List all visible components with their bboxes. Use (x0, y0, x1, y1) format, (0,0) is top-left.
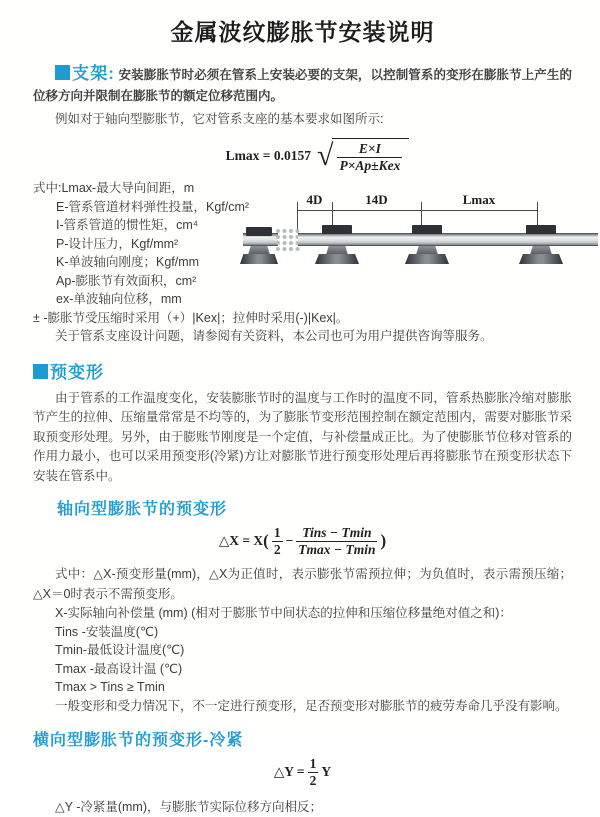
lmax-formula-lhs: Lmax = 0.0157 (225, 147, 311, 163)
half-denominator: 2 (309, 772, 317, 788)
support-stem (530, 246, 552, 255)
definition-item: ex-单波轴向位移，mm (56, 292, 182, 307)
axial-formula-lhs: △X = X (218, 533, 264, 549)
definition-item: K-单波轴向刚度；Kgf/mm (56, 255, 200, 270)
service-note: 关于管系支座设计问题，请参阅有关资料，本公司也可为用户提供咨询等服务。 (55, 329, 493, 344)
support-stem (326, 246, 348, 255)
predeform-paragraph: 由于管系的工作温度变化，安装膨胀节时的温度与工作时的温度不同，管系热膨胀冷缩对膨胀节产生的拉伸、压缩量常常是不均等的，为了膨胀节变形范围控制在额定范围内，需要对膨胀节采取预变形处理。另外，由于膨账节刚度是一个定值，与补偿量成正比。为了使膨胀节位移对管系的作用力最小，也可以采用预变形(冷紧)方让对膨胀节进行预变形处理后再将膨胀节在预变形状态下安装在管系中。 (33, 390, 572, 483)
predeform-section-heading (33, 358, 572, 383)
axial-explain-paragraph: 式中：△X-预变形量(mm)，△X为正值时，表示膨张节需预拉伸；为负值时，表示需预压缩；△X＝0时表示不需预变形。 (33, 567, 572, 601)
radical-sign: √ (317, 139, 334, 173)
parameter-item: 一般变形和受力情况下，不一定进行预变形，足否预变形对膨胀节的疲劳寿命几乎没有影响。 (55, 698, 568, 713)
predeform-heading-text: 预变形 (50, 362, 104, 382)
support-requirements-diagram (243, 193, 598, 287)
definition-item: I-管系管道的惯性矩，cm⁴ (56, 218, 199, 233)
axial-formula (33, 525, 572, 557)
definition-item: Ap-膨胀节有效面积，cm² (56, 273, 197, 288)
temperature-denominator: Tmax − Tmin (298, 541, 376, 557)
support-base (315, 254, 359, 264)
lmax-formula-fraction (337, 141, 402, 173)
support-intro-paragraph (33, 63, 572, 107)
lateral-formula-lhs: △Y = (273, 764, 305, 780)
half-numerator: 1 (309, 756, 317, 772)
definition-item: 式中:Lmax-最大导向间距，m (33, 181, 195, 196)
support-example-line: 例如对于轴向型膨胀节，它对管系支座的基本要求如图所示: (55, 112, 384, 126)
support-base (240, 254, 278, 264)
support-stem (248, 246, 270, 255)
half-numerator: 1 (273, 525, 281, 541)
page-title: 金属波纹膨胀节安装说明 (170, 19, 435, 45)
support-clamp (246, 227, 272, 236)
lateral-subsection-heading: 横向型膨胀节的预变形-冷紧 (33, 732, 244, 750)
lmax-formula-denominator: P×Ap±Kex (339, 157, 401, 173)
support-clamp (322, 225, 352, 234)
lmax-formula (63, 138, 572, 173)
parameter-item: Tmax > Tins ≥ Tmin (55, 680, 165, 695)
support-base (405, 254, 449, 264)
support-intro-text: 安装膨胀节时必须在管系上安装必要的支架，以控制管系的变形在膨胀节上产生的位移方向并限制在膨胀节的额定位移范围内。 (33, 68, 572, 103)
parameter-item: Tins -安装温度(℃) (55, 624, 159, 639)
blue-square-icon (55, 65, 70, 80)
support-stem (416, 246, 438, 255)
support-section-heading: 支架: (72, 64, 115, 83)
lateral-note: △Y -冷紧量(mm)，与膨胀节实际位移方向相反； (55, 800, 323, 815)
lmax-formula-numerator: E×I (358, 141, 381, 156)
half-fraction (272, 525, 283, 557)
open-paren: ( (263, 531, 269, 551)
dim-label-lmax: Lmax (462, 192, 496, 207)
sign-convention-note: ± -膨胀节受压缩时采用（+）|Kex|；拉伸时采用(-)|Kex|。 (33, 310, 349, 325)
half-denominator: 2 (273, 541, 281, 557)
dimension-line (297, 210, 537, 211)
close-paren: ) (380, 531, 387, 551)
lateral-formula (33, 756, 572, 788)
support-clamp (412, 225, 442, 234)
temperature-numerator: Tins − Tmin (302, 525, 372, 541)
half-fraction (308, 756, 319, 788)
support-base (519, 254, 563, 264)
temperature-fraction (296, 525, 377, 557)
support-clamp (526, 225, 556, 234)
dim-label-4d: 4D (306, 192, 323, 207)
blue-square-icon (33, 364, 48, 379)
definition-item: E-管系管道材料弹性投量，Kgf/cm² (56, 199, 250, 214)
pipe-main (298, 233, 598, 246)
axial-parameter-list (33, 604, 572, 715)
minus-sign: − (285, 533, 294, 549)
parameter-item: Tmin-最低设计温度(℃) (55, 643, 185, 658)
definition-item: P-设计压力，Kgf/mm² (56, 236, 179, 251)
lmax-formula-radicand (332, 138, 409, 173)
dim-label-14d: 14D (365, 192, 388, 207)
parameter-item: Tmax -最高设计温 (℃) (55, 661, 183, 676)
parameter-item: X-实际轴向补偿量 (mm) (相对于膨胀节中间状态的拉伸和压缩位移量绝对值之和)： (55, 606, 512, 621)
lateral-formula-rhs: Y (321, 764, 332, 780)
bellows-expansion-joint (275, 228, 300, 251)
axial-subsection-heading: 轴向型膨胀节的预变形 (57, 501, 228, 519)
